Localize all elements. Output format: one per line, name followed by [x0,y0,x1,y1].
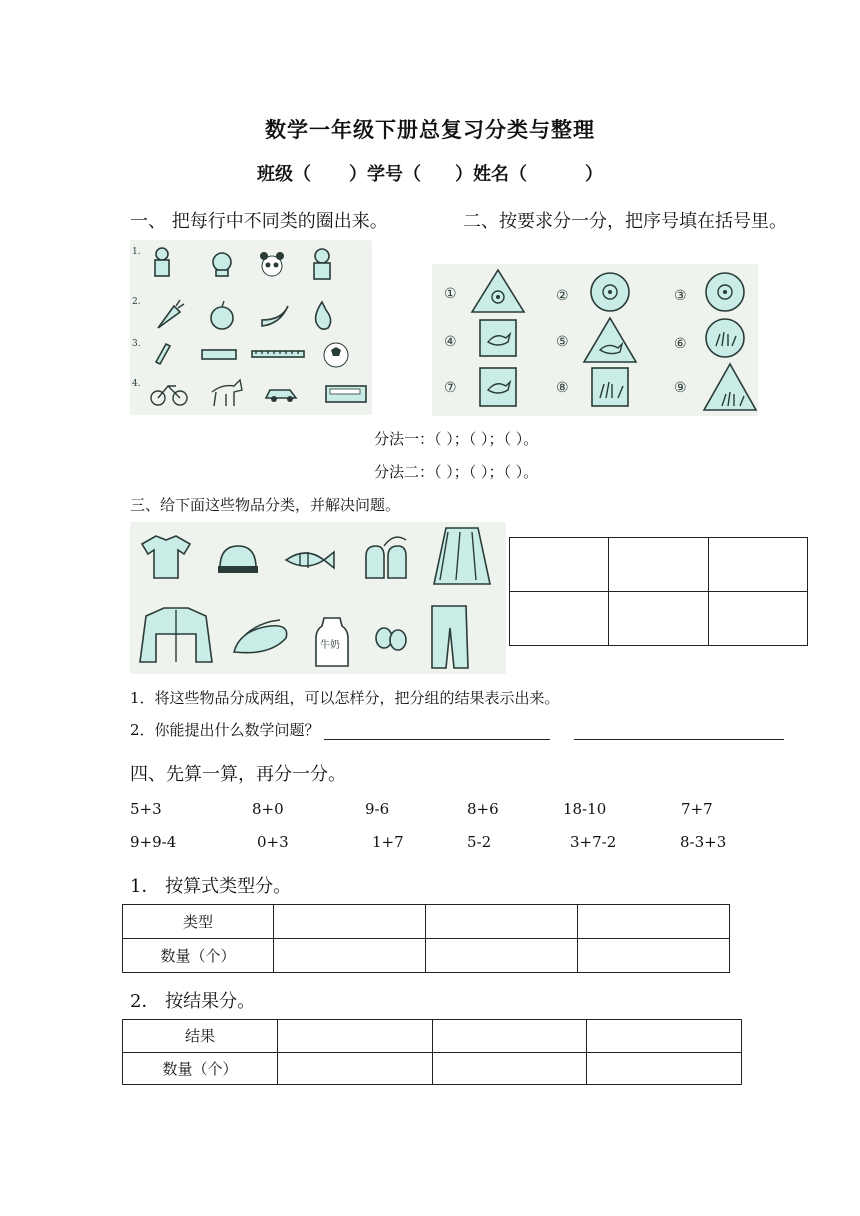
expression: 8-3+3 [680,833,727,851]
table-cell[interactable] [278,1020,433,1053]
triangle-bird-shape [584,318,636,362]
fish-icon [286,552,334,568]
expression: 8+0 [252,800,284,818]
q1-row-number: 1. [132,247,141,257]
ruler-icon [252,351,304,357]
count-header: 数量（个） [123,1052,278,1085]
shape-number: ① [444,286,457,302]
q3-sub2-row [130,719,784,740]
q1-label: 一、 把每行中不同类的圈出来。 [130,211,388,232]
girl-icon [314,249,330,279]
grouping-answer-grid [509,537,808,646]
circle-grass-shape [706,319,744,357]
hat-icon [218,546,258,573]
man-icon [155,248,169,276]
type-header: 类型 [123,905,274,939]
circle-flower-shape [591,273,629,311]
shape-number: ⑦ [444,380,457,396]
class-label: 班级（ [257,164,311,185]
expression: 18-10 [563,800,607,818]
square-bird-shape [480,368,516,406]
carrot-icon [158,300,184,328]
table-cell[interactable] [578,905,730,939]
shape-number: ③ [674,288,687,304]
shape-number: ② [556,288,569,304]
shoes-icon [234,620,287,653]
q2-label: 二、按要求分一分，把序号填在括号里。 [463,211,787,232]
expression: 9-6 [365,800,390,818]
expression: 7+7 [681,800,713,818]
method-one-line: 分法一：（ ）；（ ）；（ ）。 [374,430,539,448]
q1-row-number: 2. [132,297,141,307]
table-cell[interactable] [274,939,426,973]
boy-icon [213,253,231,276]
gloves-icon [366,537,406,578]
eggs-icon [376,628,406,650]
bicycle-icon [151,386,187,405]
shape-number: ⑧ [556,380,569,396]
shape-number: ④ [444,334,457,350]
student-info [0,160,860,186]
banana-icon [262,306,288,326]
expression: 9+9-4 [130,833,177,851]
name-label: ）姓名（ [455,164,527,185]
horse-icon [212,380,242,406]
square-bird-shape [480,320,516,356]
expression: 3+7-2 [570,833,617,851]
grid-cell[interactable] [708,538,807,592]
expression: 5-2 [467,833,492,851]
grid-cell[interactable] [510,538,609,592]
q3-items-panel [130,522,506,674]
expression: 5+3 [130,800,162,818]
shape-number: ⑥ [674,336,687,352]
answer-line[interactable] [324,723,550,740]
grid-cell[interactable] [609,592,708,646]
circle-flower-shape [706,273,744,311]
table-cell[interactable] [578,939,730,973]
q3-label: 三、给下面这些物品分类，并解决问题。 [130,496,401,514]
grid-cell[interactable] [609,538,708,592]
page-title: 数学一年级下册总复习分类与整理 [265,117,595,142]
pencil-box-icon [202,350,236,359]
jacket-icon [140,608,212,662]
car-icon [266,390,296,402]
panda-icon [260,252,284,276]
info-close: ） [585,164,603,185]
table-cell[interactable] [426,905,578,939]
table-cell[interactable] [274,905,426,939]
bus-icon [326,386,366,402]
pencil-icon [156,344,170,364]
triangle-grass-shape [704,364,756,410]
q1-picture-panel [130,240,372,415]
q3-sub1: 1．将这些物品分成两组，可以怎样分，把分组的结果表示出来。 [130,689,560,707]
expression: 0+3 [257,833,289,851]
milk-bottle-icon [316,618,348,666]
skirt-icon [434,528,490,584]
t-shirt-icon [142,536,190,578]
football-icon [324,343,348,367]
count-header: 数量（个） [123,939,274,973]
triangle-flower-shape [472,270,524,312]
grid-cell[interactable] [708,592,807,646]
result-table [122,1019,742,1085]
table-cell[interactable] [432,1020,587,1053]
table-cell[interactable] [587,1020,742,1053]
milk-label: 牛奶 [320,640,340,651]
square-grass-shape [592,368,628,406]
expression: 8+6 [467,800,499,818]
q4-sub1: 1． 按算式类型分。 [130,876,292,897]
q1-row-number: 3. [132,339,141,349]
result-header: 结果 [123,1020,278,1053]
table-cell[interactable] [278,1052,433,1085]
shape-number: ⑨ [674,380,687,396]
table-cell[interactable] [432,1052,587,1085]
expression: 1+7 [372,833,404,851]
grid-cell[interactable] [510,592,609,646]
table-cell[interactable] [587,1052,742,1085]
table-cell[interactable] [426,939,578,973]
q4-sub2: 2． 按结果分。 [130,991,256,1012]
pear-icon [316,302,331,329]
method-two-line: 分法二：（ ）；（ ）；（ ）。 [374,463,539,481]
q2-shapes-panel [432,264,758,416]
q4-label: 四、先算一算，再分一分。 [130,764,346,785]
answer-line[interactable] [574,723,784,740]
q3-sub2: 2．你能提出什么数学问题？ [130,721,320,739]
id-label: ）学号（ [349,164,421,185]
trousers-icon [432,606,468,668]
shape-number: ⑤ [556,334,569,350]
apple-icon [211,301,233,329]
q1-row-number: 4. [132,379,141,389]
type-table [122,904,730,973]
